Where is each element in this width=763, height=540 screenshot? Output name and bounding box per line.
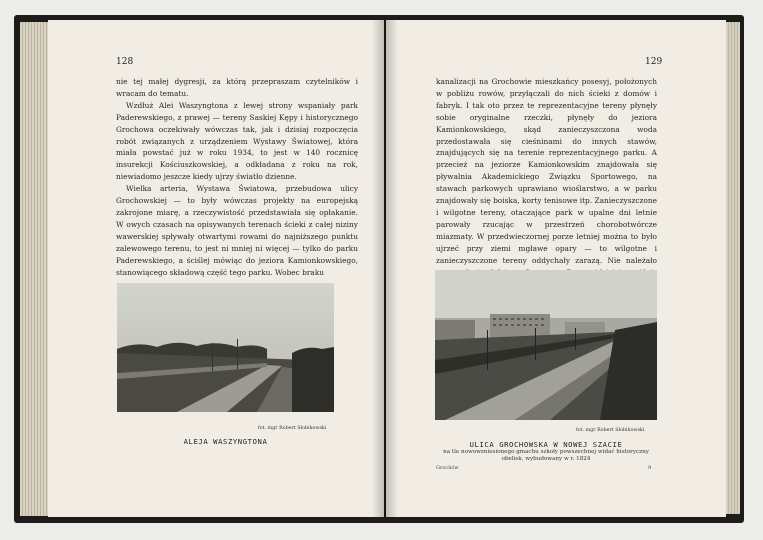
footer-signature: Grochów	[436, 465, 459, 471]
book-gutter	[372, 20, 398, 517]
page-number: 128	[116, 57, 134, 67]
paragraph: Wielka arteria, Wystawa Światowa, przebudowa ulicy Grochowskiej — to były wówczas projekty na europejską zakrojone miarę, a rzeczywistość przedstawiała się opłakanie. W owych czasach na opisywanych terenach ścieki z całej niziny wawerskiej spływały otwartymi rowami do najniższego punktu zalewowego terenu, to jest ni mniej ni więcej — tylko do parku Paderewskiego, a ściślej mówiąc do jeziora Kamionkowskiego, stanowiącego składową część tego parku. Wobec braku	[116, 184, 358, 277]
paragraph: kanalizacji na Grochowie mieszkańcy posesyj, położonych w pobliżu rowów, przyłączali do nich ścieki z domów i fabryk. I tak oto przez te reprezentacyjne tereny płynęły sobie oryginalne rzeczki, płynęły do jeziora Kamionkowskiego, skąd zanieczyszczona woda przedostawała się cieśninami do innych stawów, znajdujących się na terenie reprezentacyjnego parku. A przecież na jeziorze Kamionkowskim znajdowała się pływalnia Akademickiego Związku Sportowego, na stawach parkowych uprawiano wioślarstwo, a w parku znajdowały się boiska, korty tenisowe itp. Zanieczyszczone i wilgotne tereny, otaczające park w upalne dni letnie parowały rzucając w przestrzeń chorobotwórcze miazmaty. W przedwieczornej porze letniej można to było ujrzeć przy ziemi mgławe opary — to wilgotne i zanieczyszczone tereny oddychały zarazą. Nie należało	[436, 77, 658, 265]
right-page	[386, 20, 726, 517]
photo-subcaption: na tle nowowzniesionego gmachu szkoły powszechnej widać historyczny obelisk, wybudowany w r. 1824	[443, 449, 649, 462]
right-page-text	[436, 76, 657, 302]
left-page	[48, 20, 384, 517]
footer-sheet-number: 9	[648, 465, 652, 471]
left-page-text	[116, 76, 358, 278]
page-number: 129	[645, 57, 663, 67]
paragraph: nie tej małej dygresji, za którą przepraszam czytelników i wracam do tematu.	[116, 77, 358, 98]
photo-caption: ULICA GROCHOWSKA W NOWEJ SZACIE	[469, 440, 623, 449]
photo-credit: fot. mgr Robert Słobikowski	[576, 428, 645, 433]
photo-credit: fot. mgr Robert Słobikowski	[258, 426, 327, 431]
photo-aleja-waszyngtona	[117, 283, 334, 412]
photo-caption: ALEJA WASZYNGTONA	[183, 437, 268, 446]
paragraph: Wzdłuż Alei Waszyngtona z lewej strony wspaniały park Paderewskiego, z prawej — tereny Saskiej Kępy i historycznego Grochowa oczekiwały wówczas tak, jak i dzisiaj rozpoczęcia robót związanych z urządzeniem Wystawy Światowej, która miała powstać już w roku 1934, to jest w 140 rocznicę insurekcji Kościuszkowskiej, a odkładana z roku na rok, niewiadomo jeszcze kiedy ujrzy światło dzienne.	[116, 100, 358, 182]
photo-ulica-grochowska	[435, 270, 657, 420]
